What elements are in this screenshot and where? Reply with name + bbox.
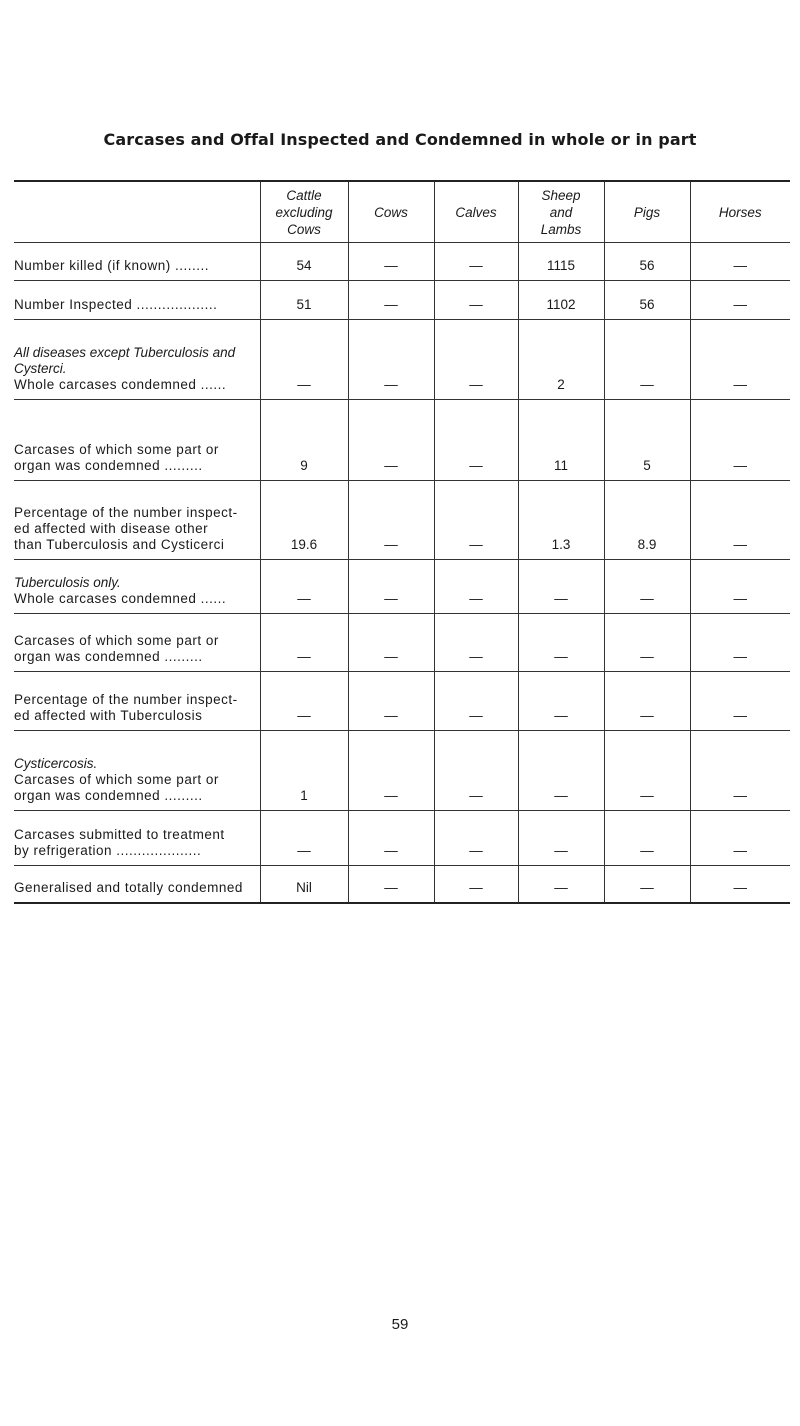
cell-calves: —: [434, 866, 518, 903]
row-label-line: organ was condemned .........: [14, 649, 203, 664]
row-label-line: Whole carcases condemned ......: [14, 591, 227, 606]
cell-sheep: —: [518, 614, 604, 672]
cell-horses: —: [690, 243, 790, 281]
header-line: Horses: [718, 204, 762, 220]
header-line: and: [549, 204, 573, 220]
row-label-line: ed affected with Tuberculosis: [14, 708, 203, 723]
header-line: Cows: [287, 221, 321, 237]
row-label: [14, 281, 260, 320]
column-header-horses: [690, 181, 790, 243]
cell-sheep: 11: [518, 400, 604, 481]
cell-calves: —: [434, 672, 518, 731]
table-row: [14, 866, 790, 903]
header-line: excluding: [275, 204, 333, 220]
row-label-line: Number Inspected ...................: [14, 297, 218, 312]
column-header-pigs: [604, 181, 690, 243]
cell-cattle: 19.6: [260, 481, 348, 560]
table-row: [14, 481, 790, 560]
row-label-line: by refrigeration ....................: [14, 843, 202, 858]
cell-cattle: —: [260, 320, 348, 400]
row-label-line: organ was condemned .........: [14, 458, 203, 473]
cell-horses: —: [690, 560, 790, 614]
row-label-line: Carcases submitted to treatment: [14, 827, 225, 842]
row-label: [14, 672, 260, 731]
cell-calves: —: [434, 400, 518, 481]
cell-sheep: —: [518, 731, 604, 811]
cell-cows: —: [348, 481, 434, 560]
cell-sheep: 1102: [518, 281, 604, 320]
cell-sheep: —: [518, 672, 604, 731]
cell-cows: —: [348, 281, 434, 320]
cell-pigs: —: [604, 672, 690, 731]
cell-pigs: —: [604, 866, 690, 903]
header-line: Sheep: [541, 187, 581, 203]
table-row: [14, 672, 790, 731]
row-label-line: organ was condemned .........: [14, 788, 203, 803]
row-label-line: Carcases of which some part or: [14, 442, 219, 457]
cell-calves: —: [434, 811, 518, 866]
cell-pigs: —: [604, 320, 690, 400]
cell-sheep: 1.3: [518, 481, 604, 560]
table-row: [14, 281, 790, 320]
cell-cattle: —: [260, 560, 348, 614]
cell-cows: —: [348, 866, 434, 903]
cell-cows: —: [348, 614, 434, 672]
cell-pigs: 8.9: [604, 481, 690, 560]
row-label: [14, 811, 260, 866]
table-row: [14, 243, 790, 281]
cell-sheep: —: [518, 560, 604, 614]
row-label-line: Carcases of which some part or: [14, 633, 219, 648]
cell-pigs: —: [604, 731, 690, 811]
cell-sheep: —: [518, 811, 604, 866]
column-header-calves: [434, 181, 518, 243]
cell-cows: —: [348, 243, 434, 281]
cell-horses: —: [690, 400, 790, 481]
cell-sheep: 2: [518, 320, 604, 400]
row-label: [14, 400, 260, 481]
cell-pigs: 5: [604, 400, 690, 481]
row-label: [14, 614, 260, 672]
cell-pigs: —: [604, 811, 690, 866]
table-body: [14, 243, 790, 903]
cell-cattle: 51: [260, 281, 348, 320]
cell-cattle: —: [260, 672, 348, 731]
section-heading: Cysticercosis.: [14, 756, 98, 771]
column-header-cattle: [260, 181, 348, 243]
cell-cattle: 1: [260, 731, 348, 811]
cell-cattle: Nil: [260, 866, 348, 903]
cell-calves: —: [434, 614, 518, 672]
row-label: [14, 731, 260, 811]
cell-calves: —: [434, 281, 518, 320]
inspection-table: [14, 180, 790, 904]
cell-cows: —: [348, 672, 434, 731]
cell-horses: —: [690, 866, 790, 903]
row-label-line: ed affected with disease other: [14, 521, 209, 536]
row-label-line: Percentage of the number inspect-: [14, 692, 238, 707]
column-header-cows: [348, 181, 434, 243]
row-label: [14, 243, 260, 281]
header-line: Calves: [455, 204, 497, 220]
cell-calves: —: [434, 731, 518, 811]
header-line: Lambs: [540, 221, 582, 237]
page-title: Carcases and Offal Inspected and Condemned in whole or in part: [103, 130, 697, 149]
cell-horses: —: [690, 731, 790, 811]
cell-cows: —: [348, 400, 434, 481]
section-heading: All diseases except Tuberculosis and Cysterci.: [14, 345, 236, 376]
header-line: Pigs: [633, 204, 661, 220]
header-line: Cattle: [286, 187, 322, 203]
row-label: [14, 481, 260, 560]
cell-horses: —: [690, 672, 790, 731]
cell-horses: —: [690, 614, 790, 672]
page-number: 59: [391, 1316, 409, 1333]
cell-horses: —: [690, 281, 790, 320]
cell-calves: —: [434, 320, 518, 400]
cell-cattle: —: [260, 614, 348, 672]
cell-cattle: 9: [260, 400, 348, 481]
table-header-row: [14, 181, 790, 243]
cell-horses: —: [690, 320, 790, 400]
table-row: [14, 731, 790, 811]
row-label-line: Percentage of the number inspect-: [14, 505, 238, 520]
section-heading: Tuberculosis only.: [14, 575, 121, 590]
cell-horses: —: [690, 811, 790, 866]
row-label: [14, 560, 260, 614]
cell-cows: —: [348, 731, 434, 811]
cell-pigs: —: [604, 614, 690, 672]
cell-calves: —: [434, 481, 518, 560]
table-row: [14, 560, 790, 614]
cell-horses: —: [690, 481, 790, 560]
table-row: [14, 811, 790, 866]
row-label-line: Carcases of which some part or: [14, 772, 219, 787]
cell-cows: —: [348, 320, 434, 400]
table-row: [14, 320, 790, 400]
cell-cows: —: [348, 811, 434, 866]
row-label-line: Number killed (if known) ........: [14, 258, 210, 273]
cell-sheep: 1115: [518, 243, 604, 281]
cell-calves: —: [434, 243, 518, 281]
cell-pigs: —: [604, 560, 690, 614]
row-label-line: Whole carcases condemned ......: [14, 377, 227, 392]
cell-calves: —: [434, 560, 518, 614]
row-label-line: than Tuberculosis and Cysticerci: [14, 537, 225, 552]
header-blank-cell: [14, 181, 260, 243]
cell-cattle: —: [260, 811, 348, 866]
row-label-line: Generalised and totally condemned: [14, 879, 243, 895]
table-row: [14, 400, 790, 481]
cell-cows: —: [348, 560, 434, 614]
cell-cattle: 54: [260, 243, 348, 281]
table-row: [14, 614, 790, 672]
cell-pigs: 56: [604, 281, 690, 320]
row-label: [14, 320, 260, 400]
column-header-sheep: [518, 181, 604, 243]
row-label: [14, 866, 260, 903]
cell-pigs: 56: [604, 243, 690, 281]
header-line: Cows: [374, 204, 408, 220]
cell-sheep: —: [518, 866, 604, 903]
